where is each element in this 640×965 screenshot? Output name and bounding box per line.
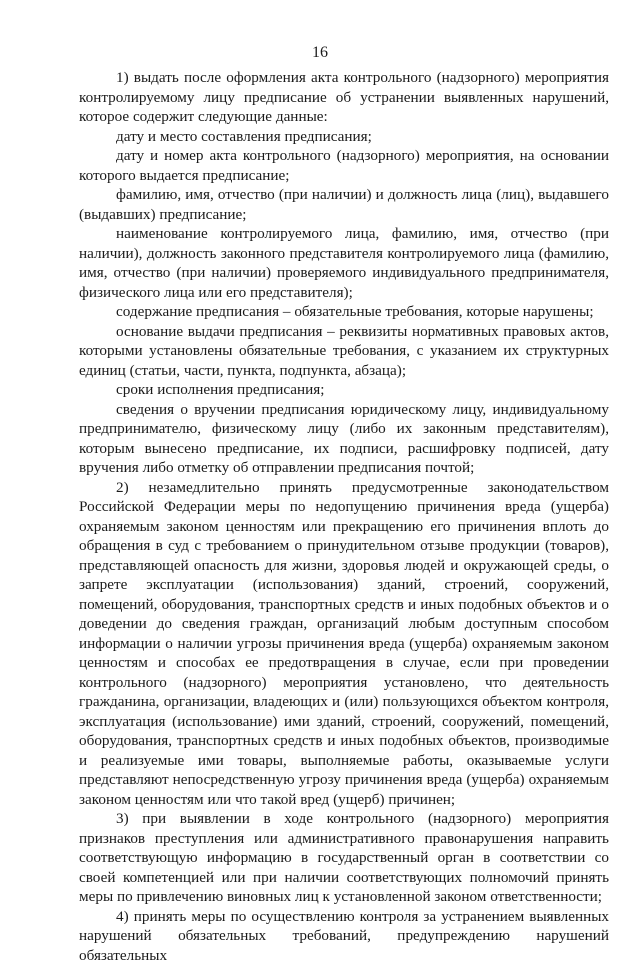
paragraph-controlled-person: наименование контролируемого лица, фамилию, имя, отчество (при наличии), должность законного представителя контролируемого лица (фамилию, имя, отчество (при наличии) проверяемого индивидуального предпринимателя, физического лица или его представителя);	[79, 224, 609, 302]
paragraph-issuer-name: фамилию, имя, отчество (при наличии) и должность лица (лиц), выдавшего (выдавших) предписание;	[79, 185, 609, 224]
page-number: 16	[0, 44, 640, 62]
paragraph-item-4: 4) принять меры по осуществлению контроля за устранением выявленных нарушений обязательных требований, предупреждению нарушений обязательных	[79, 907, 609, 965]
paragraph-item-2: 2) незамедлительно принять предусмотренные законодательством Российской Федерации меры по недопущению причинения вреда (ущерба) охраняемым законом ценностям или прекращению его причинения вплоть до обращения в суд с требованием о принудительном отзыве продукции (товаров), представляющей опасность для жизни, здоровья людей и окружающей среды, о запрете эксплуатации (использования) зданий, строений, сооружений, помещений, оборудования, транспортных средств и иных подобных объектов и о доведении до сведения граждан, организаций любым доступным способом информации о наличии угрозы причинения вреда (ущерба) охраняемым законом ценностям и способах ее предотвращения в случае, если при проведении контрольного (надзорного) мероприятия установлено, что деятельность гражданина, организации, владеющих и (или) пользующихся объектом контроля, эксплуатация (использование) ими зданий, строений, сооружений, помещений, оборудования, транспортных средств и иных подобных объектов, производимые и реализуемые ими товары, выполняемые работы, оказываемые услуги представляют непосредственную угрозу причинения вреда (ущерба) охраняемым законом ценностям или что такой вред (ущерб) причинен;	[79, 478, 609, 810]
paragraph-act-number: дату и номер акта контрольного (надзорного) мероприятия, на основании которого выдается предписание;	[79, 146, 609, 185]
paragraph-item-1: 1) выдать после оформления акта контрольного (надзорного) мероприятия контролируемому лицу предписание об устранении выявленных нарушений, которое содержит следующие данные:	[79, 68, 609, 127]
paragraph-item-3: 3) при выявлении в ходе контрольного (надзорного) мероприятия признаков преступления или административного правонарушения направить соответствующую информацию в государственный орган в соответствии со своей компетенцией или при наличии соответствующих полномочий принять меры по привлечению виновных лиц к установленной законом ответственности;	[79, 809, 609, 907]
paragraph-grounds: основание выдачи предписания – реквизиты нормативных правовых актов, которыми установлены обязательные требования, с указанием их структурных единиц (статьи, части, пункта, подпункта, абзаца);	[79, 322, 609, 381]
paragraph-delivery-info: сведения о вручении предписания юридическому лицу, индивидуальному предпринимателю, физическому лицу (либо их законным представителям), которым вынесено предписание, их подписи, расшифровку подписей, дату вручения либо отметку об отправлении предписания почтой;	[79, 400, 609, 478]
paragraph-content: содержание предписания – обязательные требования, которые нарушены;	[79, 302, 609, 322]
document-body	[79, 68, 609, 965]
paragraph-deadlines: сроки исполнения предписания;	[79, 380, 609, 400]
paragraph-date-place: дату и место составления предписания;	[79, 127, 609, 147]
